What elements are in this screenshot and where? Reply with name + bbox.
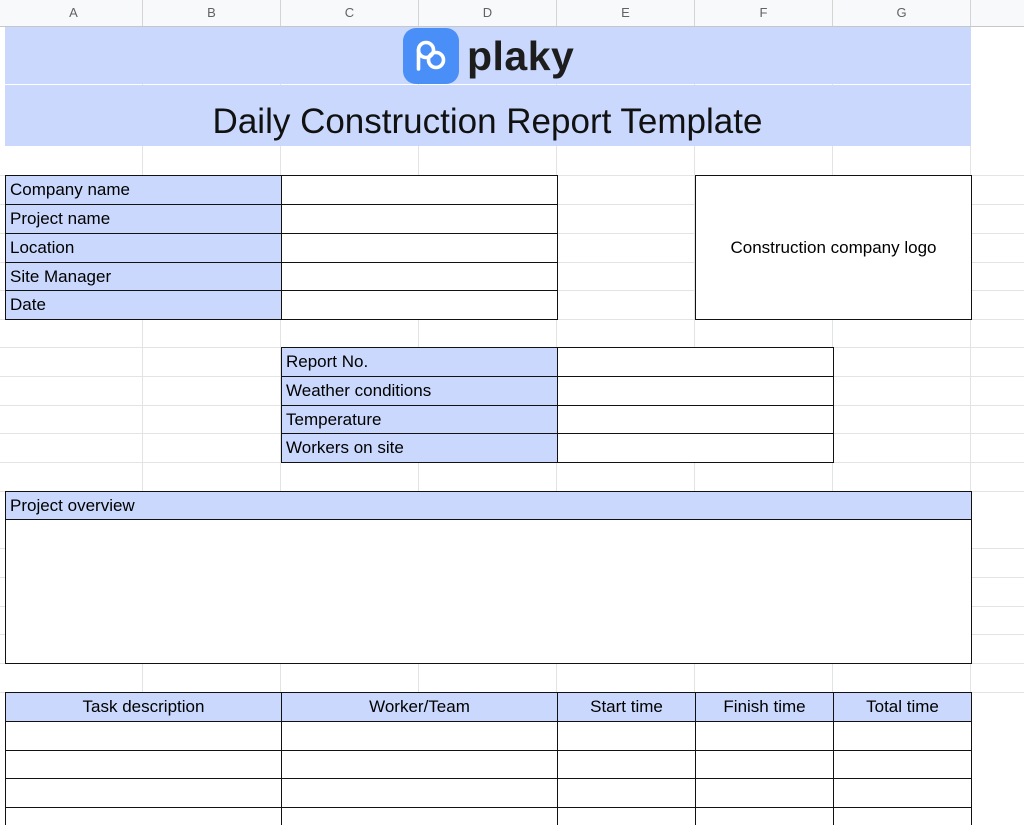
worker-team-cell[interactable] [281, 750, 558, 779]
finish-time-cell[interactable] [695, 750, 834, 779]
total-time-header[interactable]: Total time [833, 692, 972, 722]
worker-team-cell[interactable] [281, 778, 558, 808]
finish-time-cell[interactable] [695, 778, 834, 808]
task-description-cell[interactable] [5, 721, 282, 751]
weather-conditions-label[interactable]: Weather conditions [281, 376, 558, 406]
column-header-bar [0, 0, 1024, 27]
plaky-logo-icon [403, 28, 459, 84]
finish-time-header[interactable]: Finish time [695, 692, 834, 722]
column-header-d[interactable]: D [419, 0, 557, 26]
total-time-cell[interactable] [833, 778, 972, 808]
date-label[interactable]: Date [5, 290, 282, 320]
start-time-cell[interactable] [557, 721, 696, 751]
start-time-header[interactable]: Start time [557, 692, 696, 722]
company-name-cell[interactable] [281, 175, 558, 205]
finish-time-cell[interactable] [695, 721, 834, 751]
workers-on-site-label[interactable]: Workers on site [281, 433, 558, 463]
page-title[interactable]: Daily Construction Report Template [212, 102, 763, 141]
location-cell[interactable] [281, 233, 558, 263]
start-time-cell[interactable] [557, 778, 696, 808]
column-header-b[interactable]: B [143, 0, 281, 26]
temperature-cell[interactable] [557, 405, 834, 434]
temperature-label[interactable]: Temperature [281, 405, 558, 434]
site-manager-cell[interactable] [281, 262, 558, 291]
report-no-cell[interactable] [557, 347, 834, 377]
column-header-f[interactable]: F [695, 0, 833, 26]
start-time-cell[interactable] [557, 807, 696, 825]
column-header-g[interactable]: G [833, 0, 971, 26]
task-description-cell[interactable] [5, 778, 282, 808]
column-header-e[interactable]: E [557, 0, 695, 26]
company-name-label[interactable]: Company name [5, 175, 282, 205]
brand-logo [403, 28, 574, 84]
project-overview-label[interactable]: Project overview [5, 491, 972, 520]
total-time-cell[interactable] [833, 721, 972, 751]
finish-time-cell[interactable] [695, 807, 834, 825]
date-cell[interactable] [281, 290, 558, 320]
total-time-cell[interactable] [833, 807, 972, 825]
project-name-cell[interactable] [281, 204, 558, 234]
project-name-label[interactable]: Project name [5, 204, 282, 234]
project-overview-cell[interactable] [5, 519, 972, 664]
company-logo-placeholder-text: Construction company logo [730, 237, 937, 257]
total-time-cell[interactable] [833, 750, 972, 779]
task-description-header[interactable]: Task description [5, 692, 282, 722]
report-no-label[interactable]: Report No. [281, 347, 558, 377]
brand-name: plaky [467, 33, 575, 79]
location-label[interactable]: Location [5, 233, 282, 263]
start-time-cell[interactable] [557, 750, 696, 779]
task-description-cell[interactable] [5, 807, 282, 825]
worker-team-header[interactable]: Worker/Team [281, 692, 558, 722]
column-header-a[interactable]: A [5, 0, 143, 26]
workers-on-site-cell[interactable] [557, 433, 834, 463]
task-description-cell[interactable] [5, 750, 282, 779]
column-header-c[interactable]: C [281, 0, 419, 26]
site-manager-label[interactable]: Site Manager [5, 262, 282, 291]
company-logo-placeholder[interactable] [695, 175, 972, 320]
worker-team-cell[interactable] [281, 807, 558, 825]
worker-team-cell[interactable] [281, 721, 558, 751]
weather-conditions-cell[interactable] [557, 376, 834, 406]
